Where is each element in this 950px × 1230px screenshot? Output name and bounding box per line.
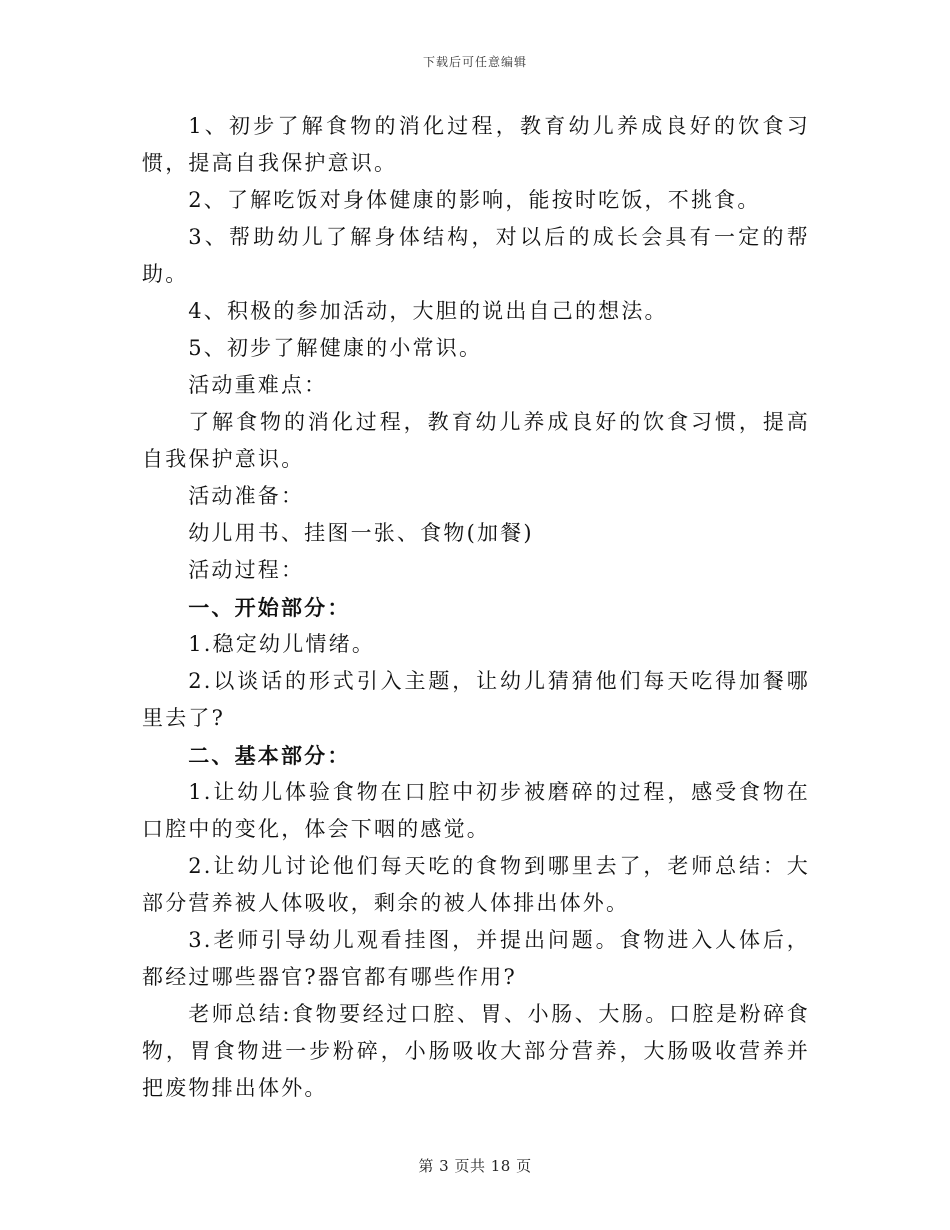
preparation-heading: 活动准备： bbox=[188, 484, 305, 508]
objective-5: 5、初步了解健康的小常识。 bbox=[188, 336, 483, 360]
start-step-1: 1.稳定幼儿情绪。 bbox=[188, 632, 376, 656]
preparation-text: 幼儿用书、挂图一张、食物(加餐) bbox=[188, 521, 534, 545]
process-heading: 活动过程： bbox=[188, 558, 305, 582]
basic-step-2: 2.让幼儿讨论他们每天吃的食物到哪里去了，老师总结：大部分营养被人体吸收，剩余的被人体排出体外。 bbox=[142, 854, 810, 915]
key-points-heading: 活动重难点： bbox=[188, 373, 328, 397]
key-points-text: 了解食物的消化过程，教育幼儿养成良好的饮食习惯，提高自我保护意识。 bbox=[142, 410, 810, 471]
section-start-heading: 一、开始部分： bbox=[188, 595, 351, 620]
page-number: 第 3 页共 18 页 bbox=[418, 1157, 532, 1175]
header-note: 下载后可任意编辑 bbox=[422, 55, 527, 69]
section-basic-heading: 二、基本部分： bbox=[188, 743, 351, 768]
objective-1: 1、初步了解食物的消化过程，教育幼儿养成良好的饮食习惯，提高自我保护意识。 bbox=[142, 114, 810, 175]
start-step-2: 2.以谈话的形式引入主题，让幼儿猜猜他们每天吃得加餐哪里去了? bbox=[142, 669, 810, 730]
objective-4: 4、积极的参加活动，大胆的说出自己的想法。 bbox=[188, 299, 668, 323]
basic-step-3: 3.老师引导幼儿观看挂图，并提出问题。食物进入人体后，都经过哪些器官?器官都有哪些作用? bbox=[142, 928, 810, 989]
objective-3: 3、帮助幼儿了解身体结构，对以后的成长会具有一定的帮助。 bbox=[142, 225, 810, 286]
document-body bbox=[142, 108, 810, 1107]
teacher-summary: 老师总结:食物要经过口腔、胃、小肠、大肠。口腔是粉碎食物，胃食物进一步粉碎，小肠吸收大部分营养，大肠吸收营养并把废物排出体外。 bbox=[142, 1002, 810, 1100]
objective-2: 2、了解吃饭对身体健康的影响，能按时吃饭，不挑食。 bbox=[188, 188, 761, 212]
basic-step-1: 1.让幼儿体验食物在口腔中初步被磨碎的过程，感受食物在口腔中的变化，体会下咽的感觉。 bbox=[142, 780, 810, 841]
